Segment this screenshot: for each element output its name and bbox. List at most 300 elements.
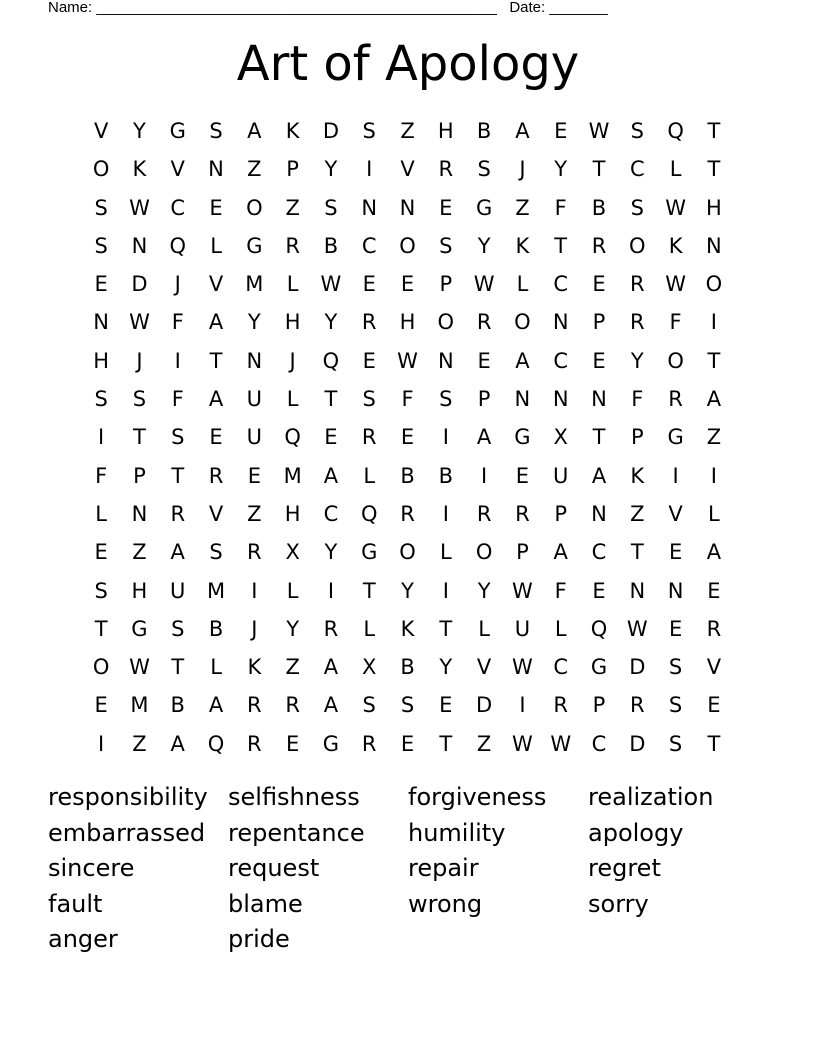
grid-letter: W — [129, 310, 150, 335]
grid-letter: A — [208, 387, 224, 412]
grid-letter: T — [439, 616, 453, 641]
grid-letter: Z — [285, 195, 300, 220]
grid-letter: S — [171, 425, 185, 450]
grid-letter: P — [630, 425, 644, 450]
grid-letter: I — [442, 578, 449, 603]
grid-letter: B — [400, 463, 415, 488]
grid-letter: A — [591, 463, 607, 488]
grid-letter: A — [323, 693, 339, 718]
grid-letter: F — [401, 387, 414, 412]
grid-letter: N — [208, 157, 224, 182]
grid-letter: E — [477, 348, 491, 373]
grid-letter: Z — [706, 425, 722, 450]
grid-letter: K — [285, 119, 300, 143]
grid-letter: V — [668, 501, 683, 526]
grid-letter: X — [362, 655, 377, 680]
grid-letter: F — [95, 463, 108, 488]
grid-letter: C — [170, 195, 186, 220]
grid-letter: T — [94, 616, 108, 641]
word-bank-item: anger — [48, 925, 118, 954]
grid-letter: O — [629, 233, 646, 258]
grid-letter: W — [626, 616, 648, 641]
grid-letter: E — [362, 272, 376, 297]
grid-letter: U — [514, 616, 531, 641]
grid-letter: B — [400, 655, 415, 680]
grid-letter: O — [667, 348, 684, 373]
grid-letter: L — [286, 578, 299, 603]
grid-letter: R — [476, 310, 492, 335]
grid-letter: A — [515, 119, 530, 143]
grid-letter: R — [247, 540, 262, 565]
grid-letter: Z — [285, 655, 300, 680]
grid-letter: H — [93, 348, 110, 373]
grid-letter: C — [591, 540, 607, 565]
grid-letter: O — [437, 310, 455, 335]
grid-letter: N — [591, 387, 607, 412]
grid-letter: E — [285, 731, 300, 756]
grid-letter: Y — [439, 655, 453, 680]
grid-letter: M — [245, 272, 264, 297]
grid-letter: N — [361, 195, 378, 220]
grid-letter: L — [363, 463, 376, 488]
grid-letter: N — [591, 501, 607, 526]
worksheet-header — [48, 0, 608, 17]
grid-letter: S — [94, 578, 108, 603]
word-bank-item: pride — [228, 925, 290, 954]
grid-letter: S — [132, 387, 147, 412]
grid-letter: S — [439, 387, 453, 412]
grid-letter: P — [286, 157, 299, 182]
grid-letter: N — [131, 233, 148, 258]
grid-letter: V — [706, 655, 722, 680]
grid-letter: I — [327, 578, 335, 603]
word-bank-item: blame — [228, 889, 303, 918]
grid-letter: E — [707, 578, 721, 603]
date-blank[interactable]: _______ — [549, 0, 608, 16]
grid-letter: L — [286, 387, 299, 412]
grid-letter: R — [208, 463, 224, 488]
grid-letter: C — [629, 157, 645, 182]
grid-letter: L — [95, 501, 107, 526]
grid-letter: P — [477, 387, 491, 412]
grid-letter: Q — [284, 425, 301, 450]
grid-letter: T — [707, 119, 721, 143]
grid-letter: U — [170, 578, 186, 603]
grid-letter: N — [552, 387, 569, 412]
grid-letter: W — [512, 731, 533, 756]
grid-letter: U — [246, 425, 263, 450]
word-bank-item: wrong — [408, 889, 483, 918]
grid-letter: W — [397, 348, 418, 373]
grid-letter: R — [630, 272, 645, 297]
grid-letter: L — [363, 616, 376, 641]
grid-letter: Q — [590, 616, 608, 641]
grid-letter: I — [98, 425, 105, 450]
grid-letter: Z — [515, 195, 530, 220]
grid-letter: E — [209, 195, 223, 220]
grid-letter: E — [94, 272, 108, 297]
grid-letter: R — [247, 693, 262, 718]
grid-letter: V — [476, 655, 492, 680]
grid-letter: A — [247, 119, 262, 143]
grid-letter: A — [706, 540, 722, 565]
grid-letter: R — [706, 616, 722, 641]
grid-letter: W — [665, 272, 686, 297]
grid-letter: M — [130, 693, 149, 718]
grid-letter: Y — [630, 348, 644, 373]
grid-letter: W — [512, 655, 533, 680]
word-bank-item: sincere — [48, 854, 135, 883]
grid-letter: S — [439, 233, 453, 258]
grid-letter: W — [320, 272, 342, 297]
grid-letter: G — [131, 616, 148, 641]
grid-letter: G — [361, 540, 378, 565]
grid-letter: S — [94, 387, 108, 412]
grid-letter: L — [516, 272, 529, 297]
grid-letter: O — [92, 655, 110, 680]
grid-letter: E — [247, 463, 261, 488]
grid-letter: F — [669, 310, 682, 335]
grid-letter: H — [706, 195, 722, 220]
grid-letter: L — [669, 157, 682, 182]
grid-letter: W — [473, 272, 495, 297]
grid-letter: Z — [132, 731, 147, 756]
grid-letter: R — [247, 731, 262, 756]
grid-letter: Y — [286, 616, 300, 641]
grid-letter: T — [707, 731, 721, 756]
grid-letter: W — [512, 578, 533, 603]
grid-letter: Y — [324, 540, 338, 565]
grid-letter: I — [174, 348, 181, 373]
grid-letter: Y — [324, 157, 338, 182]
grid-letter: Q — [322, 348, 340, 373]
grid-letter: E — [439, 195, 453, 220]
name-blank[interactable]: ________________________________________________ — [96, 0, 497, 16]
grid-letter: K — [668, 233, 683, 258]
grid-letter: R — [323, 616, 339, 641]
grid-letter: E — [362, 348, 376, 373]
grid-letter: T — [630, 540, 644, 565]
grid-letter: N — [399, 195, 416, 220]
grid-letter: A — [476, 425, 492, 450]
grid-letter: T — [554, 233, 568, 258]
grid-letter: T — [362, 578, 376, 603]
grid-letter: Y — [477, 233, 491, 258]
grid-letter: L — [708, 501, 720, 526]
grid-letter: J — [174, 272, 181, 297]
grid-letter: J — [136, 348, 143, 373]
grid-letter: E — [554, 119, 568, 143]
grid-letter: X — [553, 425, 568, 450]
grid-letter: R — [438, 157, 454, 182]
grid-letter: E — [515, 463, 530, 488]
grid-letter: F — [554, 195, 567, 220]
grid-letter: D — [131, 272, 148, 297]
grid-letter: A — [706, 387, 722, 412]
grid-letter: Q — [169, 233, 186, 258]
grid-letter: C — [591, 731, 607, 756]
grid-letter: S — [630, 195, 644, 220]
grid-letter: D — [629, 731, 646, 756]
grid-letter: B — [208, 616, 224, 641]
grid-letter: T — [592, 425, 606, 450]
grid-letter: S — [94, 195, 108, 220]
grid-letter: L — [554, 616, 567, 641]
word-bank-item: forgiveness — [408, 783, 547, 811]
grid-letter: K — [247, 655, 262, 680]
grid-letter: Z — [132, 540, 147, 565]
grid-letter: Z — [400, 119, 415, 143]
grid-letter: S — [477, 157, 491, 182]
grid-letter: O — [705, 272, 723, 297]
grid-letter: H — [284, 501, 301, 526]
grid-letter: O — [399, 540, 416, 565]
grid-letter: E — [668, 540, 683, 565]
grid-letter: T — [707, 348, 721, 373]
grid-letter: I — [442, 425, 449, 450]
grid-letter: N — [437, 348, 454, 373]
grid-letter: Q — [360, 501, 378, 526]
grid-letter: S — [400, 693, 415, 718]
grid-letter: Y — [324, 310, 338, 335]
grid-letter: R — [515, 501, 530, 526]
grid-letter: W — [129, 195, 150, 220]
grid-letter: R — [285, 233, 300, 258]
grid-letter: I — [481, 463, 488, 488]
grid-letter: Q — [207, 731, 225, 756]
grid-letter: S — [362, 387, 376, 412]
word-bank-item: regret — [588, 854, 661, 883]
grid-letter: I — [710, 463, 717, 488]
grid-letter: A — [323, 655, 339, 680]
grid-letter: T — [209, 348, 223, 373]
grid-letter: S — [324, 195, 338, 220]
grid-letter: Z — [476, 731, 492, 756]
grid-letter: V — [93, 119, 109, 143]
letter-grid — [82, 112, 733, 763]
grid-letter: P — [592, 693, 606, 718]
grid-letter: B — [591, 195, 607, 220]
grid-letter: S — [362, 119, 376, 143]
page-title: Art of Apology — [236, 36, 580, 92]
grid-letter: A — [170, 731, 185, 756]
grid-letter: K — [630, 463, 645, 488]
grid-letter: C — [553, 655, 569, 680]
grid-letter: T — [592, 157, 606, 182]
grid-letter: E — [400, 425, 415, 450]
grid-letter: A — [208, 693, 224, 718]
grid-letter: F — [171, 310, 184, 335]
grid-letter: H — [437, 119, 454, 143]
grid-letter: A — [208, 310, 224, 335]
grid-letter: M — [206, 578, 226, 603]
word-bank-item: selfishness — [228, 783, 360, 811]
grid-letter: R — [170, 501, 186, 526]
grid-letter: A — [515, 348, 530, 373]
grid-letter: N — [131, 501, 148, 526]
grid-letter: H — [284, 310, 301, 335]
grid-letter: R — [361, 310, 377, 335]
word-bank-item: sorry — [588, 889, 649, 918]
word-bank-item: realization — [588, 783, 714, 811]
grid-letter: E — [592, 272, 606, 297]
grid-letter: O — [475, 540, 493, 565]
grid-letter: Z — [247, 157, 262, 182]
grid-letter: E — [94, 693, 108, 718]
grid-letter: I — [519, 693, 526, 718]
grid-letter: S — [209, 540, 223, 565]
grid-letter: T — [171, 655, 185, 680]
grid-letter: N — [706, 233, 722, 258]
grid-letter: K — [515, 233, 530, 258]
grid-letter: F — [554, 578, 567, 603]
grid-letter: G — [667, 425, 684, 450]
grid-letter: I — [366, 157, 373, 182]
grid-letter: S — [209, 119, 223, 143]
grid-letter: G — [322, 731, 340, 756]
grid-letter: S — [668, 655, 683, 680]
grid-letter: S — [362, 693, 376, 718]
grid-letter: R — [630, 310, 645, 335]
grid-letter: R — [668, 387, 683, 412]
grid-letter: O — [514, 310, 531, 335]
grid-letter: V — [400, 157, 415, 182]
grid-letter: O — [399, 233, 416, 258]
grid-letter: S — [171, 616, 185, 641]
grid-letter: Q — [667, 119, 684, 143]
grid-letter: G — [246, 233, 263, 258]
grid-letter: A — [170, 540, 185, 565]
grid-letter: J — [519, 157, 526, 182]
word-bank-item: request — [228, 854, 320, 883]
word-bank-item: humility — [408, 818, 506, 847]
name-label: Name: — [48, 0, 93, 16]
grid-letter: Y — [133, 119, 146, 143]
grid-letter: C — [361, 233, 377, 258]
grid-letter: X — [285, 540, 300, 565]
grid-letter: I — [98, 731, 105, 756]
grid-letter: E — [592, 348, 606, 373]
grid-letter: P — [554, 501, 568, 526]
grid-letter: L — [210, 655, 222, 680]
grid-letter: E — [707, 693, 721, 718]
word-bank-item: fault — [48, 889, 103, 918]
grid-letter: E — [668, 616, 683, 641]
word-bank-item: apology — [588, 818, 684, 847]
grid-letter: W — [665, 195, 686, 220]
grid-letter: E — [94, 540, 108, 565]
grid-letter: R — [400, 501, 415, 526]
grid-letter: J — [251, 616, 258, 641]
grid-letter: U — [246, 387, 263, 412]
grid-letter: P — [133, 463, 146, 488]
grid-letter: M — [283, 463, 302, 488]
grid-letter: D — [322, 119, 340, 143]
grid-letter: B — [170, 693, 185, 718]
grid-letter: Y — [247, 310, 261, 335]
grid-letter: E — [592, 578, 606, 603]
grid-letter: I — [710, 310, 717, 335]
grid-letter: R — [630, 693, 645, 718]
grid-letter: K — [132, 157, 147, 182]
grid-letter: W — [129, 655, 150, 680]
date-label: Date: — [509, 0, 546, 16]
grid-letter: S — [94, 233, 108, 258]
grid-letter: N — [629, 578, 646, 603]
grid-letter: O — [246, 195, 263, 220]
grid-letter: R — [361, 425, 377, 450]
grid-letter: R — [361, 731, 377, 756]
grid-letter: N — [246, 348, 263, 373]
grid-letter: A — [553, 540, 568, 565]
grid-letter: E — [400, 272, 415, 297]
grid-letter: T — [324, 387, 338, 412]
grid-letter: F — [171, 387, 184, 412]
grid-letter: B — [438, 463, 454, 488]
grid-letter: O — [92, 157, 110, 182]
grid-letter: E — [209, 425, 223, 450]
grid-letter: L — [439, 540, 452, 565]
grid-letter: D — [476, 693, 493, 718]
grid-letter: R — [476, 501, 492, 526]
grid-letter: L — [286, 272, 299, 297]
grid-letter: U — [553, 463, 569, 488]
grid-letter: F — [631, 387, 644, 412]
grid-letter: Y — [477, 578, 491, 603]
grid-letter: B — [323, 233, 339, 258]
word-bank-item: responsibility — [48, 783, 208, 811]
grid-letter: H — [399, 310, 416, 335]
grid-letter: N — [514, 387, 531, 412]
grid-letter: E — [439, 693, 453, 718]
grid-letter: W — [550, 731, 572, 756]
grid-letter: I — [672, 463, 679, 488]
grid-letter: S — [630, 119, 644, 143]
word-bank-item: repair — [408, 854, 479, 883]
grid-letter: T — [707, 157, 721, 182]
grid-letter: R — [591, 233, 607, 258]
grid-letter: D — [629, 655, 646, 680]
grid-letter: T — [133, 425, 146, 450]
grid-letter: T — [439, 731, 453, 756]
grid-letter: E — [400, 731, 415, 756]
grid-letter: S — [668, 693, 683, 718]
grid-letter: N — [552, 310, 569, 335]
grid-letter: S — [668, 731, 683, 756]
grid-letter: G — [590, 655, 608, 680]
word-bank — [48, 780, 768, 958]
grid-letter: G — [514, 425, 531, 450]
word-bank-item: repentance — [228, 818, 365, 847]
grid-letter: L — [478, 616, 490, 641]
grid-letter: P — [592, 310, 606, 335]
grid-letter: J — [289, 348, 296, 373]
grid-letter: A — [323, 463, 339, 488]
grid-letter: G — [169, 119, 186, 143]
grid-letter: Z — [630, 501, 645, 526]
word-bank-item: embarrassed — [48, 818, 206, 847]
grid-letter: I — [251, 578, 258, 603]
grid-letter: N — [93, 310, 109, 335]
grid-letter: I — [442, 501, 449, 526]
grid-letter: Y — [401, 578, 414, 603]
grid-letter: V — [208, 501, 224, 526]
grid-letter: P — [439, 272, 453, 297]
grid-letter: C — [553, 272, 569, 297]
grid-letter: B — [476, 119, 492, 143]
grid-letter: R — [285, 693, 300, 718]
grid-letter: P — [516, 540, 529, 565]
